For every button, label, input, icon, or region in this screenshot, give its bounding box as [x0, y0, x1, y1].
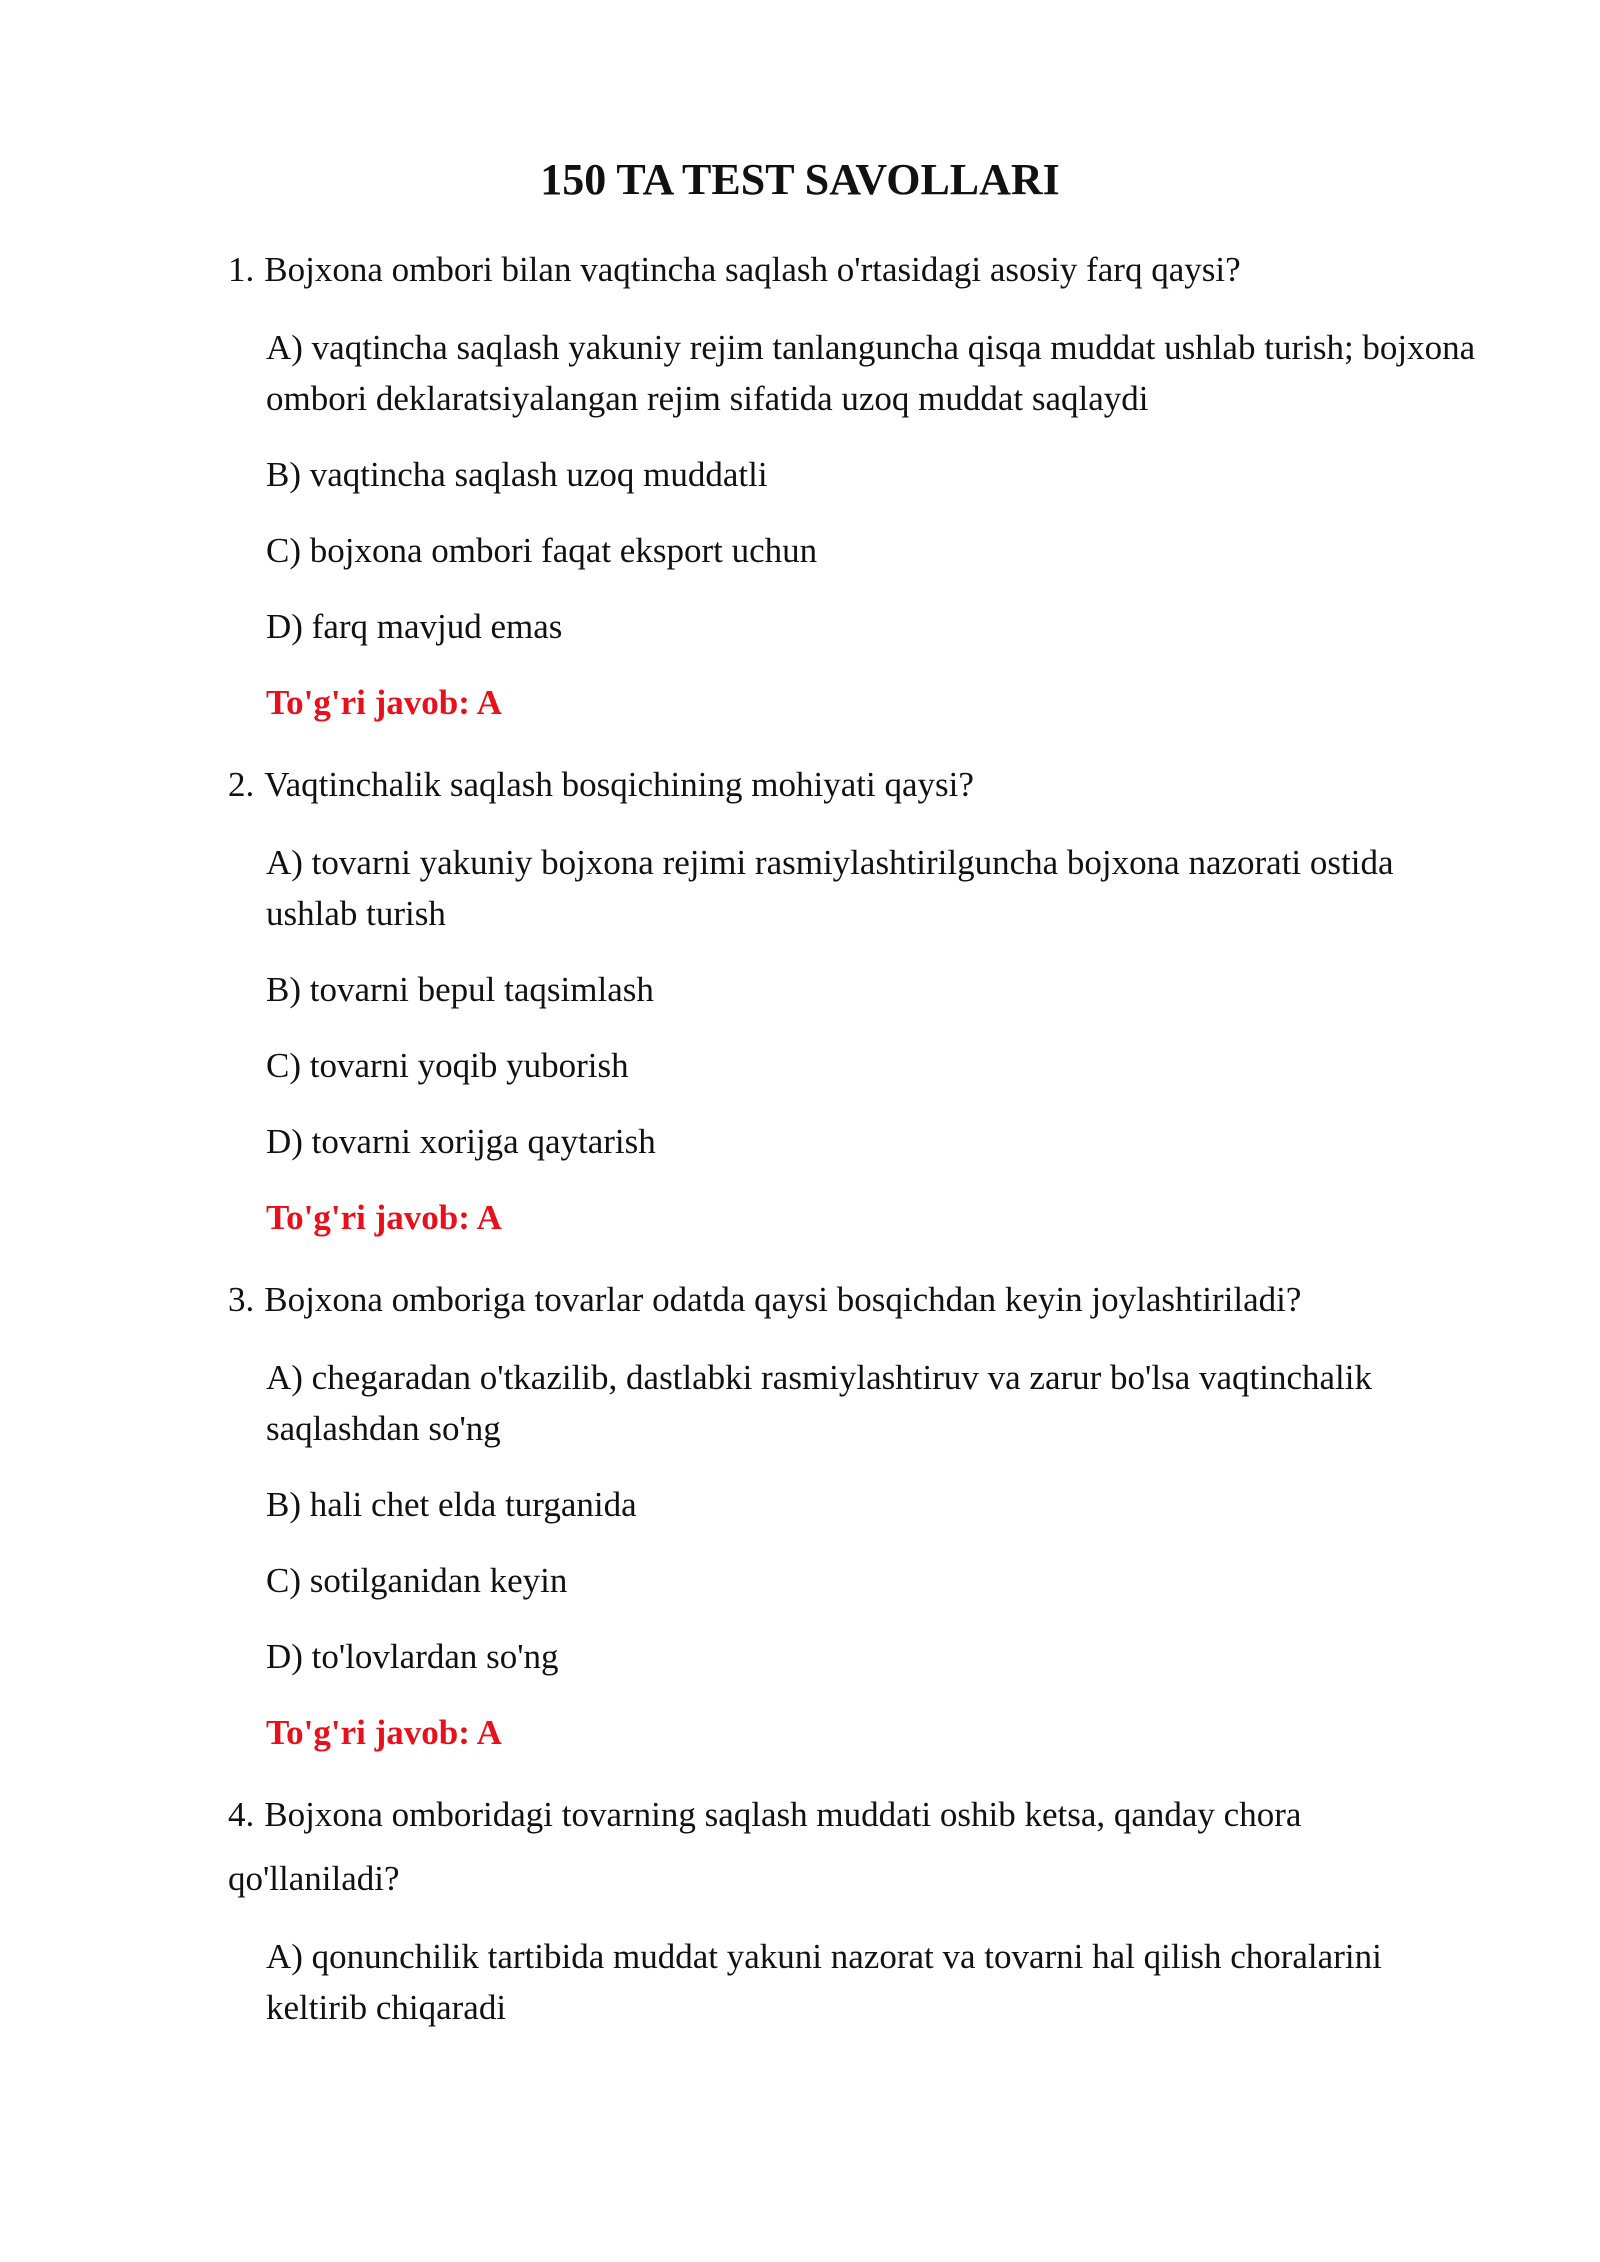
option-list [228, 1931, 1480, 2033]
question-number: 4. [228, 1795, 255, 1834]
option-a: A) vaqtincha saqlash yakuniy rejim tanlanguncha qisqa muddat ushlab turish; bojxona ombori deklaratsiyalangan rejim sifatida uzoq muddat saqlaydi [266, 328, 1476, 418]
question-number: 1. [228, 250, 255, 289]
question-body: Bojxona omboriga tovarlar odatda qaysi bosqichdan keyin joylashtiriladi? [264, 1280, 1302, 1319]
question-text [228, 1783, 1480, 1911]
question-3 [228, 1268, 1480, 1758]
option-d: D) to'lovlardan so'ng [266, 1637, 559, 1676]
option-list [228, 837, 1480, 1167]
option-list [228, 1352, 1480, 1682]
option-b: B) vaqtincha saqlash uzoq muddatli [266, 455, 768, 494]
option-b: B) hali chet elda turganida [266, 1485, 637, 1524]
option-c: C) bojxona ombori faqat eksport uchun [266, 531, 818, 570]
question-number: 3. [228, 1280, 255, 1319]
question-number: 2. [228, 765, 255, 804]
question-text [228, 238, 1480, 302]
option-a: A) chegaradan o'tkazilib, dastlabki rasmiylashtiruv va zarur bo'lsa vaqtinchalik saqlashdan so'ng [266, 1358, 1372, 1448]
option-d: D) tovarni xorijga qaytarish [266, 1122, 656, 1161]
question-body: Vaqtinchalik saqlash bosqichining mohiyati qaysi? [264, 765, 974, 804]
option-list [228, 322, 1480, 652]
correct-answer: To'g'ri javob: A [266, 1198, 502, 1237]
question-body: Bojxona omboridagi tovarning saqlash muddati oshib ketsa, qanday chora qo'llaniladi? [228, 1795, 1302, 1898]
question-1 [228, 238, 1480, 728]
question-4 [228, 1783, 1480, 2033]
question-text [228, 1268, 1480, 1332]
option-a: A) tovarni yakuniy bojxona rejimi rasmiylashtirilguncha bojxona nazorati ostida ushlab turish [266, 843, 1394, 933]
option-a: A) qonunchilik tartibida muddat yakuni nazorat va tovarni hal qilish choralarini keltirib chiqaradi [266, 1937, 1382, 2027]
option-c: C) sotilganidan keyin [266, 1561, 568, 1600]
question-text [228, 753, 1480, 817]
option-c: C) tovarni yoqib yuborish [266, 1046, 629, 1085]
option-d: D) farq mavjud emas [266, 607, 563, 646]
page-title: 150 TA TEST SAVOLLARI [540, 155, 1060, 204]
correct-answer: To'g'ri javob: A [266, 683, 502, 722]
correct-answer: To'g'ri javob: A [266, 1713, 502, 1752]
question-body: Bojxona ombori bilan vaqtincha saqlash o'rtasidagi asosiy farq qaysi? [264, 250, 1241, 289]
question-2 [228, 753, 1480, 1243]
option-b: B) tovarni bepul taqsimlash [266, 970, 654, 1009]
